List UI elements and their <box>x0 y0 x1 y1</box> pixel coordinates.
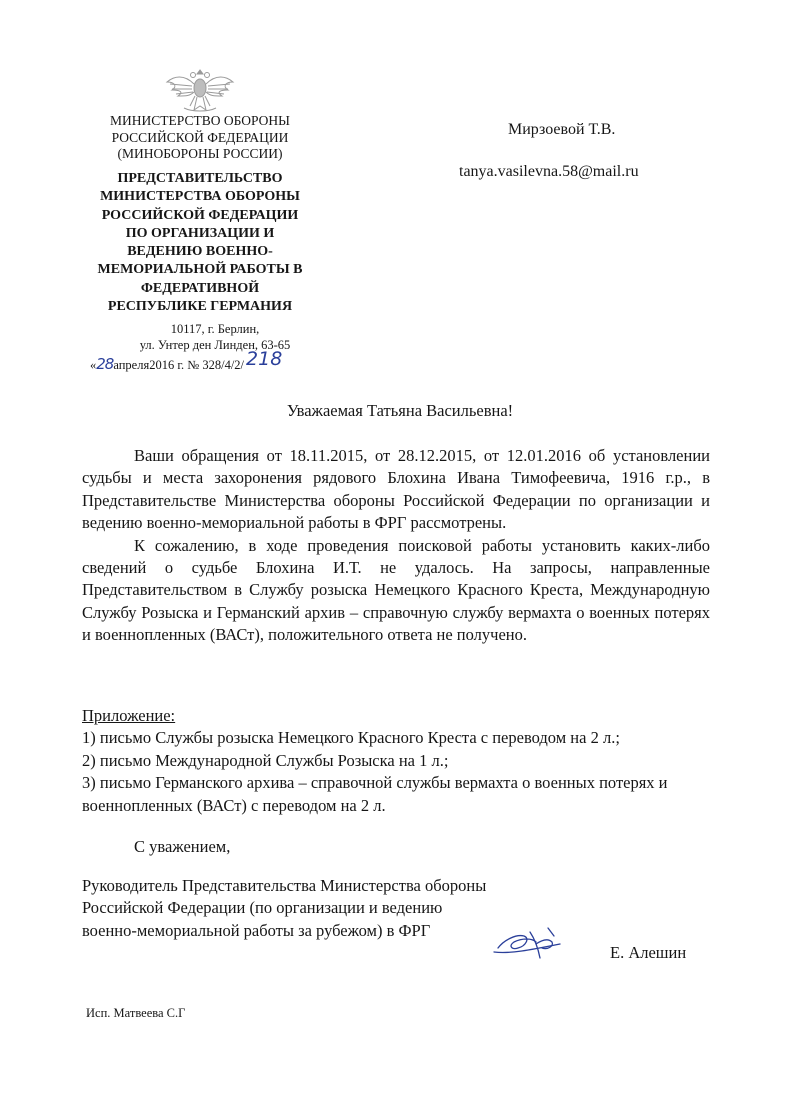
signer-name: Е. Алешин <box>610 943 687 962</box>
position-line: Российской Федерации (по организации и ведению <box>82 898 443 918</box>
ministry-line: МИНИСТЕРСТВО ОБОРОНЫ <box>110 113 290 128</box>
representation-line: МИНИСТЕРСТВА ОБОРОНЫ <box>100 189 300 205</box>
double-headed-eagle-emblem-icon <box>164 66 236 116</box>
representation-line: РОССИЙСКОЙ ФЕДЕРАЦИИ <box>101 207 299 223</box>
representation-line: ПРЕДСТАВИТЕЛЬСТВО <box>117 171 283 186</box>
ministry-line: (МИНОБОРОНЫ РОССИИ) <box>117 146 283 161</box>
executor-note: Исп. Матвеева С.Г <box>86 1006 186 1020</box>
appendix-item: 3) письмо Германского архива – справочной службы вермахта о военных потерях и военнопленных (ВАСт) с переводом на 2 л. <box>82 773 668 815</box>
addressee-email: tanya.vasilevna.58@mail.ru <box>459 163 639 180</box>
appendix-heading: Приложение: <box>82 706 176 725</box>
date-rest: апреля2016 г. № 328/4/2/ <box>113 358 245 372</box>
representation-line: ПО ОРГАНИЗАЦИИ И <box>125 225 275 241</box>
handwritten-doc-number: 218 <box>246 348 283 370</box>
letter-body <box>82 445 710 647</box>
address-line: ул. Унтер ден Линден, 63-65 <box>139 337 291 352</box>
appendix <box>82 705 722 817</box>
representation-line: ВЕДЕНИЮ ВОЕННО- <box>127 244 273 260</box>
sender-address <box>95 322 335 353</box>
representation-line: ФЕДЕРАТИВНОЙ <box>140 280 260 296</box>
handwritten-date-day: 28 <box>96 355 114 373</box>
date-open-quote: « <box>90 358 97 372</box>
representation-line: РЕСПУБЛИКЕ ГЕРМАНИЯ <box>107 299 293 315</box>
appendix-item: 1) письмо Службы розыска Немецкого Красного Креста с переводом на 2 л.; <box>82 728 620 748</box>
appendix-item: 2) письмо Международной Службы Розыска на 1 л.; <box>82 750 449 770</box>
regards: С уважением, <box>134 837 231 856</box>
ministry-line: РОССИЙСКОЙ ФЕДЕРАЦИИ <box>111 129 289 145</box>
ministry-name <box>90 113 310 163</box>
body-paragraph: Ваши обращения от 18.11.2015, от 28.12.2015, от 12.01.2016 об установлении судьбы и места захоронения рядового Блохина Ивана Тимофеевича, 1916 г.р., в Представительстве Министерства обороны Российской Федерации по организации и ведению военно-мемориальной работы в ФРГ рассмотрены. <box>82 446 710 533</box>
date-number-line <box>90 348 283 374</box>
position-line: военно-мемориальной работы за рубежом) в ФРГ <box>82 920 431 940</box>
handwritten-signature <box>490 918 570 964</box>
addressee-name: Мирзоевой Т.В. <box>508 121 616 138</box>
representation-name <box>84 170 316 316</box>
representation-line: МЕМОРИАЛЬНОЙ РАБОТЫ В <box>97 262 303 278</box>
position-line: Руководитель Представительства Министерства обороны <box>82 876 487 895</box>
greeting: Уважаемая Татьяна Васильевна! <box>286 401 514 420</box>
body-paragraph: К сожалению, в ходе проведения поисковой работы установить каких-либо сведений о судьбе Блохина И.Т. не удалось. На запросы, направленные Представительством в Службу розыска Немецкого Красного Креста, Международную Службу Розыска и Германский архив – справочную службу вермахта о военных потерях и военнопленных (ВАСт), положительного ответа не получено. <box>82 535 710 645</box>
address-line: 10117, г. Берлин, <box>170 322 260 336</box>
